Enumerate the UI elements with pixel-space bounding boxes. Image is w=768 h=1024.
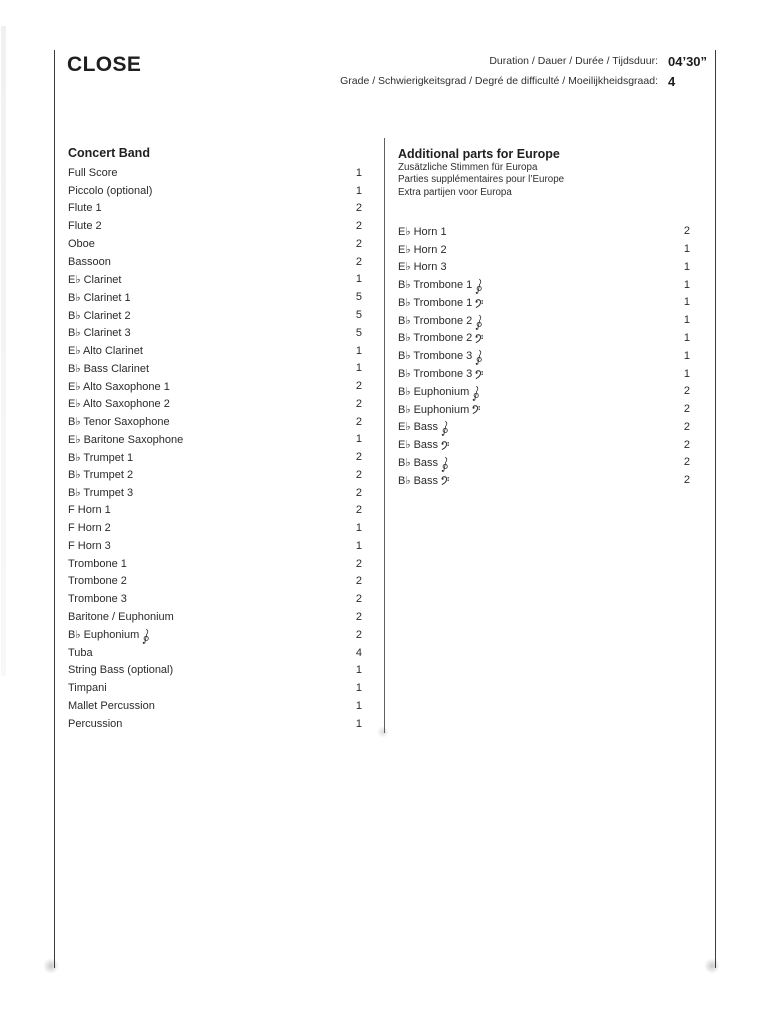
part-quantity: 1 bbox=[355, 522, 362, 535]
part-quantity: 2 bbox=[355, 237, 362, 250]
part-quantity: 1 bbox=[355, 166, 362, 179]
part-name: B♭ Trombone 3 bbox=[398, 347, 483, 364]
part-name: B♭ Trumpet 3 bbox=[68, 487, 134, 500]
part-name: B♭ Clarinet 3 bbox=[68, 327, 131, 340]
part-row bbox=[68, 413, 362, 431]
treble-clef-icon bbox=[441, 454, 449, 471]
part-name: E♭ Bass bbox=[398, 418, 449, 435]
part-row bbox=[68, 200, 362, 218]
part-row bbox=[68, 519, 362, 537]
bass-clef-icon bbox=[472, 404, 481, 414]
part-name: Tuba bbox=[68, 646, 93, 659]
part-quantity: 4 bbox=[355, 646, 362, 659]
part-row bbox=[398, 436, 690, 454]
part-name: Trombone 3 bbox=[68, 593, 127, 606]
part-quantity: 1 bbox=[355, 362, 362, 375]
header-meta bbox=[340, 51, 712, 91]
part-quantity: 5 bbox=[355, 291, 362, 304]
part-name: B♭ Euphonium bbox=[398, 383, 480, 400]
part-quantity: 1 bbox=[683, 314, 690, 327]
part-quantity: 1 bbox=[355, 184, 362, 197]
part-name: Timpani bbox=[68, 682, 107, 695]
grade-value: 4 bbox=[668, 73, 676, 89]
treble-clef-icon bbox=[142, 626, 150, 643]
part-quantity: 2 bbox=[355, 611, 362, 624]
additional-parts-subheading-dutch: Extra partijen voor Europa bbox=[398, 186, 512, 198]
additional-parts-subheading-german: Zusätzliche Stimmen für Europa bbox=[398, 162, 538, 173]
part-row bbox=[398, 453, 690, 471]
part-row bbox=[68, 395, 362, 413]
scan-edge-artifact bbox=[1, 26, 6, 676]
right-margin-rule bbox=[715, 50, 717, 968]
part-row bbox=[68, 235, 362, 253]
part-quantity: 2 bbox=[355, 220, 362, 233]
part-name: Trombone 2 bbox=[68, 575, 127, 588]
part-name: E♭ Alto Saxophone 2 bbox=[68, 398, 170, 411]
part-quantity: 2 bbox=[355, 255, 362, 268]
part-quantity: 1 bbox=[683, 278, 690, 291]
part-name: B♭ Bass bbox=[398, 454, 449, 471]
part-name: F Horn 3 bbox=[68, 539, 111, 552]
concert-band-parts-list bbox=[68, 164, 362, 733]
part-row bbox=[68, 608, 362, 626]
part-quantity: 1 bbox=[355, 664, 362, 677]
part-name: E♭ Alto Saxophone 1 bbox=[68, 380, 170, 393]
part-row bbox=[68, 253, 362, 271]
duration-label: Duration / Dauer / Durée / Tijdsduur: bbox=[489, 55, 658, 67]
part-name: E♭ Clarinet bbox=[68, 273, 122, 286]
part-row bbox=[68, 377, 362, 395]
part-row bbox=[398, 223, 690, 241]
part-quantity: 2 bbox=[683, 385, 690, 398]
scan-smudge bbox=[376, 726, 390, 738]
part-row bbox=[398, 365, 690, 383]
part-name: B♭ Trumpet 2 bbox=[68, 469, 134, 482]
part-row bbox=[68, 626, 362, 644]
part-name: Flute 1 bbox=[68, 202, 102, 215]
bass-clef-icon bbox=[441, 440, 450, 450]
part-quantity: 2 bbox=[355, 202, 362, 215]
bass-clef-icon bbox=[475, 369, 484, 379]
bass-clef-icon bbox=[441, 475, 450, 485]
part-row bbox=[68, 342, 362, 360]
part-quantity: 2 bbox=[683, 438, 690, 451]
additional-parts-section-header bbox=[398, 147, 690, 199]
part-quantity: 2 bbox=[355, 415, 362, 428]
part-quantity: 2 bbox=[355, 575, 362, 588]
part-name: E♭ Alto Clarinet bbox=[68, 345, 143, 358]
part-quantity: 2 bbox=[355, 397, 362, 410]
part-quantity: 1 bbox=[355, 273, 362, 286]
part-quantity: 5 bbox=[355, 309, 362, 321]
part-row bbox=[398, 471, 690, 489]
concert-band-heading: Concert Band bbox=[68, 146, 150, 160]
part-quantity: 1 bbox=[355, 344, 362, 357]
part-row bbox=[398, 276, 690, 294]
part-name: E♭ Baritone Saxophone bbox=[68, 433, 184, 446]
part-name: B♭ Trombone 1 bbox=[398, 296, 484, 309]
treble-clef-icon bbox=[441, 418, 449, 435]
part-row bbox=[68, 644, 362, 662]
treble-clef-icon bbox=[472, 383, 480, 400]
part-name: B♭ Euphonium bbox=[398, 403, 481, 416]
part-row bbox=[68, 288, 362, 306]
part-quantity: 1 bbox=[355, 717, 362, 730]
part-row bbox=[68, 697, 362, 715]
part-name: F Horn 2 bbox=[68, 522, 111, 535]
part-name: E♭ Horn 1 bbox=[398, 225, 447, 238]
part-quantity: 1 bbox=[683, 260, 690, 273]
part-name: Trombone 1 bbox=[68, 557, 127, 570]
part-row bbox=[398, 311, 690, 329]
part-name: F Horn 1 bbox=[68, 504, 111, 517]
part-row bbox=[398, 294, 690, 312]
scan-smudge bbox=[703, 958, 721, 974]
part-row bbox=[68, 164, 362, 182]
additional-parts-list bbox=[398, 223, 690, 489]
part-quantity: 2 bbox=[355, 451, 362, 464]
part-quantity: 1 bbox=[683, 367, 690, 380]
part-name: B♭ Trombone 2 bbox=[398, 312, 483, 329]
part-row bbox=[398, 382, 690, 400]
concert-band-section-header bbox=[68, 146, 362, 161]
part-quantity: 2 bbox=[355, 557, 362, 570]
part-name: B♭ Bass bbox=[398, 474, 450, 487]
part-quantity: 2 bbox=[683, 225, 690, 238]
part-row bbox=[68, 715, 362, 733]
part-row bbox=[398, 329, 690, 347]
part-quantity: 1 bbox=[683, 243, 690, 256]
part-row bbox=[68, 679, 362, 697]
part-name: Full Score bbox=[68, 166, 118, 179]
part-row bbox=[398, 400, 690, 418]
part-name: B♭ Trumpet 1 bbox=[68, 451, 134, 464]
part-row bbox=[68, 590, 362, 608]
additional-parts-subheading-french: Parties supplémentaires pour l’Europe bbox=[398, 174, 565, 186]
part-name: String Bass (optional) bbox=[68, 664, 174, 677]
part-row bbox=[68, 217, 362, 235]
part-name: B♭ Trombone 2 bbox=[398, 331, 484, 344]
part-quantity: 1 bbox=[683, 349, 690, 362]
part-name: E♭ Horn 2 bbox=[398, 243, 447, 256]
part-name: Flute 2 bbox=[68, 220, 102, 233]
part-row bbox=[398, 258, 690, 276]
part-name: B♭ Euphonium bbox=[68, 626, 150, 643]
grade-line bbox=[340, 71, 712, 91]
part-quantity: 2 bbox=[355, 504, 362, 517]
part-name: E♭ Horn 3 bbox=[398, 261, 447, 274]
page-title: CLOSE bbox=[67, 53, 142, 76]
part-name: B♭ Bass Clarinet bbox=[68, 362, 149, 375]
part-row bbox=[68, 537, 362, 555]
part-name: E♭ Bass bbox=[398, 438, 450, 451]
part-name: Bassoon bbox=[68, 255, 111, 268]
part-quantity: 2 bbox=[683, 456, 690, 469]
part-row bbox=[68, 661, 362, 679]
part-name: Baritone / Euphonium bbox=[68, 611, 174, 624]
part-row bbox=[398, 418, 690, 436]
part-quantity: 2 bbox=[683, 474, 690, 487]
part-name: Mallet Percussion bbox=[68, 699, 155, 712]
treble-clef-icon bbox=[475, 312, 483, 329]
part-quantity: 5 bbox=[355, 326, 362, 339]
part-row bbox=[68, 573, 362, 591]
part-quantity: 2 bbox=[355, 628, 362, 641]
part-name: B♭ Tenor Saxophone bbox=[68, 416, 170, 429]
part-name: B♭ Clarinet 1 bbox=[68, 291, 131, 304]
duration-line bbox=[340, 51, 712, 71]
part-quantity: 1 bbox=[683, 296, 690, 309]
part-name: B♭ Clarinet 2 bbox=[68, 309, 131, 322]
part-name: Piccolo (optional) bbox=[68, 184, 153, 197]
part-row bbox=[68, 555, 362, 573]
part-quantity: 2 bbox=[355, 593, 362, 606]
part-quantity: 1 bbox=[683, 331, 690, 344]
part-quantity: 1 bbox=[355, 433, 362, 446]
part-quantity: 2 bbox=[683, 403, 690, 416]
additional-parts-heading: Additional parts for Europe bbox=[398, 147, 560, 161]
part-row bbox=[68, 484, 362, 502]
column-divider-rule bbox=[384, 138, 385, 733]
grade-label: Grade / Schwierigkeitsgrad / Degré de difficulté / Moeilijkheidsgraad: bbox=[340, 75, 658, 87]
treble-clef-icon bbox=[475, 276, 483, 293]
part-row bbox=[68, 430, 362, 448]
part-name: Oboe bbox=[68, 237, 95, 250]
part-quantity: 1 bbox=[355, 682, 362, 695]
part-row bbox=[68, 359, 362, 377]
scan-smudge bbox=[42, 958, 60, 974]
part-row bbox=[68, 324, 362, 342]
duration-value: 04’30” bbox=[668, 53, 708, 69]
part-quantity: 2 bbox=[355, 380, 362, 393]
bass-clef-icon bbox=[475, 333, 484, 343]
part-row bbox=[398, 347, 690, 365]
part-name: Percussion bbox=[68, 717, 123, 730]
part-name: B♭ Trombone 1 bbox=[398, 276, 483, 293]
part-quantity: 1 bbox=[355, 539, 362, 552]
treble-clef-icon bbox=[475, 347, 483, 364]
part-row bbox=[68, 448, 362, 466]
part-row bbox=[68, 271, 362, 289]
part-quantity: 2 bbox=[683, 420, 690, 433]
left-margin-rule bbox=[54, 50, 56, 968]
part-row bbox=[68, 466, 362, 484]
part-row bbox=[68, 182, 362, 200]
part-row bbox=[68, 502, 362, 520]
part-row bbox=[398, 240, 690, 258]
part-quantity: 2 bbox=[355, 468, 362, 481]
part-row bbox=[68, 306, 362, 324]
part-quantity: 2 bbox=[355, 486, 362, 499]
bass-clef-icon bbox=[475, 298, 484, 308]
part-quantity: 1 bbox=[355, 699, 362, 712]
part-name: B♭ Trombone 3 bbox=[398, 367, 484, 380]
